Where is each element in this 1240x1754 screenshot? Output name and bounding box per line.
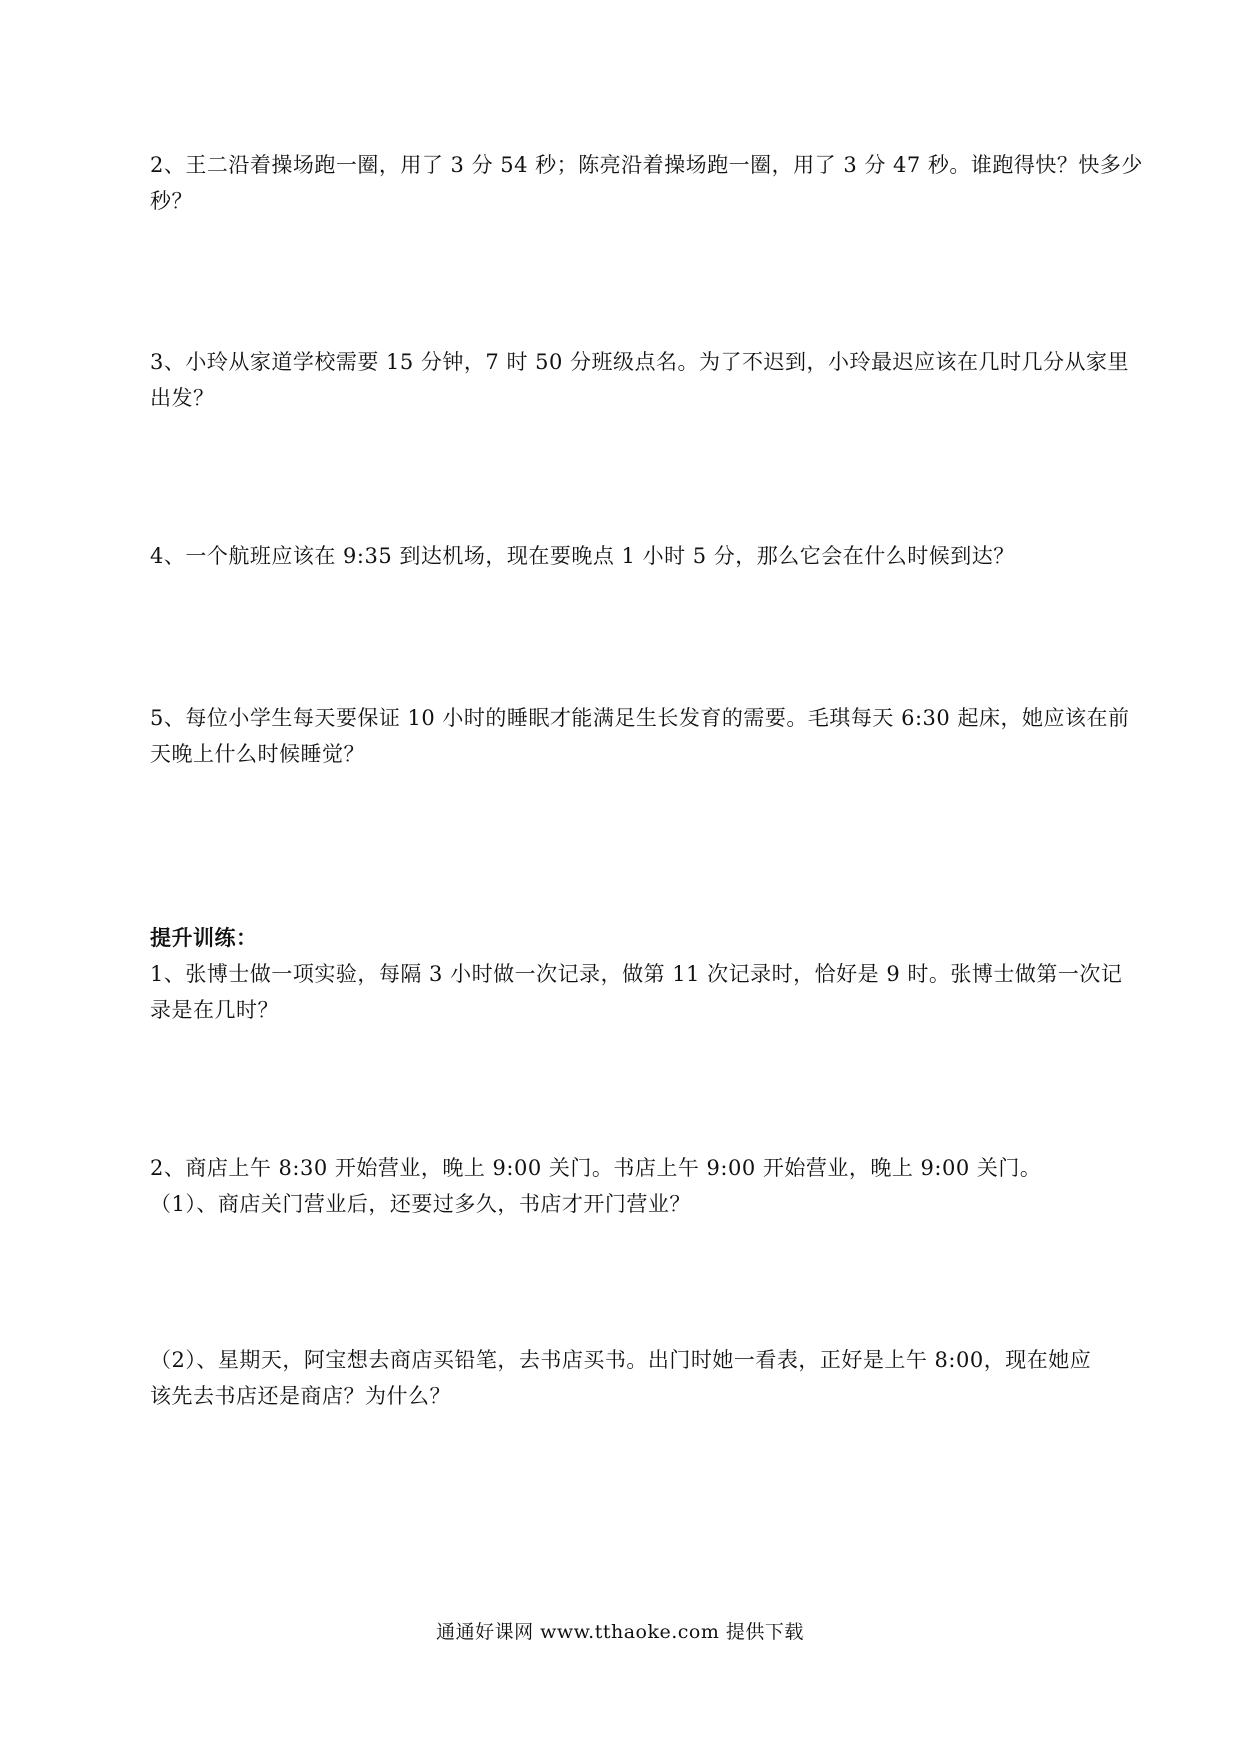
advanced-section bbox=[150, 920, 1123, 1028]
page-footer: 通通好课网 www.tthaoke.com 提供下载 bbox=[436, 1621, 804, 1643]
question-text-line: 2、王二沿着操场跑一圈，用了 3 分 54 秒；陈亮沿着操场跑一圈，用了 3 分 47 秒。谁跑得快？快多少 bbox=[150, 153, 1143, 177]
question-text-line: （2）、星期天，阿宝想去商店买铅笔，去书店买书。出门时她一看表，正好是上午 8:00，现在她应 bbox=[150, 1348, 1092, 1372]
question-text-line: 5、每位小学生每天要保证 10 小时的睡眠才能满足生长发育的需要。毛琪每天 6:30 起床，她应该在前 bbox=[150, 706, 1130, 730]
question-text-line: 3、小玲从家道学校需要 15 分钟，7 时 50 分班级点名。为了不迟到，小玲最迟应该在几时几分从家里 bbox=[150, 350, 1130, 374]
section-heading: 提升训练： bbox=[150, 925, 258, 950]
advanced-question-2-part-2 bbox=[150, 1342, 1120, 1414]
question-5 bbox=[150, 700, 1130, 772]
question-text-line: 该先去书店还是商店？为什么？ bbox=[150, 1384, 451, 1408]
question-text-line: 出发？ bbox=[150, 386, 215, 410]
question-text-line: 1、张博士做一项实验，每隔 3 小时做一次记录，做第 11 次记录时，恰好是 9 时。张博士做第一次记 bbox=[150, 962, 1123, 986]
question-4 bbox=[150, 538, 1120, 574]
question-text-line: 4、一个航班应该在 9:35 到达机场，现在要晚点 1 小时 5 分，那么它会在什么时候到达？ bbox=[150, 544, 1015, 568]
question-text-line: 秒？ bbox=[150, 189, 193, 213]
question-text-line: 录是在几时？ bbox=[150, 998, 279, 1022]
advanced-question-2 bbox=[150, 1150, 1120, 1222]
question-text-line: 天晚上什么时候睡觉？ bbox=[150, 742, 365, 766]
question-text-line: 2、商店上午 8:30 开始营业，晚上 9:00 关门。书店上午 9:00 开始营业，晚上 9:00 关门。 bbox=[150, 1156, 1042, 1180]
question-3 bbox=[150, 344, 1130, 416]
question-text-line: （1）、商店关门营业后，还要过多久，书店才开门营业？ bbox=[150, 1192, 691, 1216]
question-2 bbox=[150, 147, 1143, 219]
